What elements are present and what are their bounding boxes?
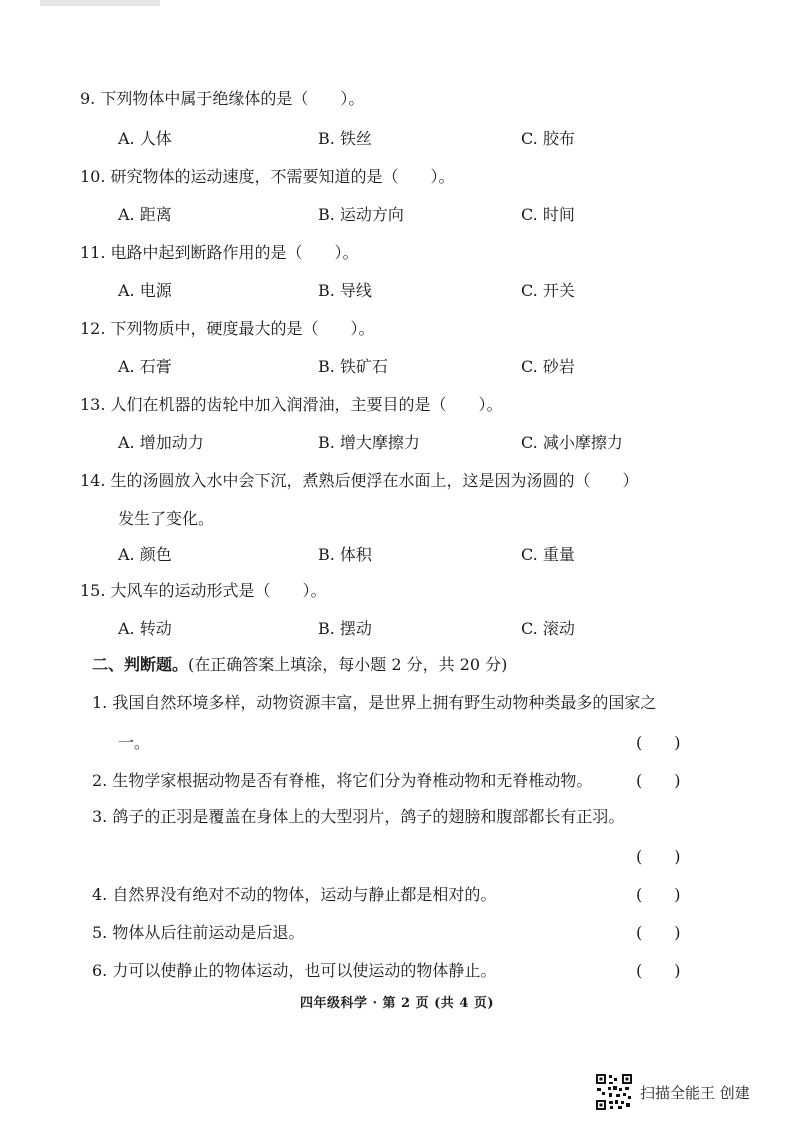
judge-question-1-continuation: 一。 bbox=[118, 733, 151, 752]
question-12-options bbox=[118, 356, 678, 378]
section-2-note: (在正确答案上填涂，每小题 2 分，共 20 分) bbox=[188, 655, 508, 674]
question-15-options bbox=[118, 618, 678, 640]
option-b: B. 摆动 bbox=[318, 619, 372, 638]
option-a: A. 转动 bbox=[118, 619, 172, 638]
section-2-title: 二、判断题。 bbox=[92, 655, 189, 674]
option-c: C. 胶布 bbox=[521, 129, 575, 148]
judge-question-2: 2. 生物学家根据动物是否有脊椎，将它们分为脊椎动物和无脊椎动物。 bbox=[92, 771, 593, 790]
option-a: A. 距离 bbox=[118, 205, 172, 224]
judge-answer-2[interactable]: ( ) bbox=[636, 771, 681, 790]
question-11: 11. 电路中起到断路作用的是（ ）。 bbox=[80, 243, 359, 262]
option-b: B. 体积 bbox=[318, 545, 372, 564]
scanner-brand-label: 扫描全能王 创建 bbox=[640, 1084, 750, 1102]
option-c: C. 重量 bbox=[521, 545, 575, 564]
judge-question-3: 3. 鸽子的正羽是覆盖在身体上的大型羽片，鸽子的翅膀和腹部都长有正羽。 bbox=[92, 807, 625, 826]
option-b: B. 导线 bbox=[318, 281, 372, 300]
judge-question-1: 1. 我国自然环境多样，动物资源丰富，是世界上拥有野生动物种类最多的国家之 bbox=[92, 693, 657, 712]
judge-answer-1[interactable]: ( ) bbox=[636, 733, 681, 752]
qr-code-icon bbox=[596, 1074, 632, 1110]
question-15: 15. 大风车的运动形式是（ ）。 bbox=[80, 581, 327, 600]
question-9: 9. 下列物体中属于绝缘体的是（ ）。 bbox=[80, 89, 365, 108]
section-2-heading bbox=[92, 654, 507, 676]
judge-answer-3[interactable]: ( ) bbox=[636, 847, 681, 866]
option-c: C. 砂岩 bbox=[521, 357, 575, 376]
judge-answer-6[interactable]: ( ) bbox=[636, 961, 681, 980]
option-b: B. 运动方向 bbox=[318, 205, 404, 224]
option-a: A. 增加动力 bbox=[118, 433, 204, 452]
question-14-options bbox=[118, 544, 678, 566]
question-9-options bbox=[118, 128, 678, 150]
option-c: C. 时间 bbox=[521, 205, 575, 224]
scan-edge-mark bbox=[40, 0, 160, 6]
option-a: A. 人体 bbox=[118, 129, 172, 148]
question-12: 12. 下列物质中，硬度最大的是（ ）。 bbox=[80, 319, 375, 338]
question-11-options bbox=[118, 280, 678, 302]
judge-question-5: 5. 物体从后往前运动是后退。 bbox=[92, 923, 305, 942]
option-b: B. 增大摩擦力 bbox=[318, 433, 420, 452]
option-a: A. 石膏 bbox=[118, 357, 172, 376]
option-b: B. 铁丝 bbox=[318, 129, 372, 148]
option-b: B. 铁矿石 bbox=[318, 357, 388, 376]
question-10-options bbox=[118, 204, 678, 226]
judge-answer-4[interactable]: ( ) bbox=[636, 885, 681, 904]
judge-answer-5[interactable]: ( ) bbox=[636, 923, 681, 942]
question-14-continuation: 发生了变化。 bbox=[118, 509, 215, 528]
question-10: 10. 研究物体的运动速度，不需要知道的是（ ）。 bbox=[80, 167, 455, 186]
option-c: C. 开关 bbox=[521, 281, 575, 300]
option-c: C. 减小摩擦力 bbox=[521, 433, 623, 452]
question-13-options bbox=[118, 432, 678, 454]
option-c: C. 滚动 bbox=[521, 619, 575, 638]
option-a: A. 颜色 bbox=[118, 545, 172, 564]
question-13: 13. 人们在机器的齿轮中加入润滑油，主要目的是（ ）。 bbox=[80, 395, 503, 414]
judge-question-6: 6. 力可以使静止的物体运动，也可以使运动的物体静止。 bbox=[92, 961, 497, 980]
option-a: A. 电源 bbox=[118, 281, 172, 300]
page-footer: 四年级科学 · 第 2 页 (共 4 页) bbox=[299, 996, 495, 1011]
judge-question-4: 4. 自然界没有绝对不动的物体，运动与静止都是相对的。 bbox=[92, 885, 497, 904]
question-14: 14. 生的汤圆放入水中会下沉，煮熟后便浮在水面上，这是因为汤圆的（ ） bbox=[80, 471, 639, 490]
